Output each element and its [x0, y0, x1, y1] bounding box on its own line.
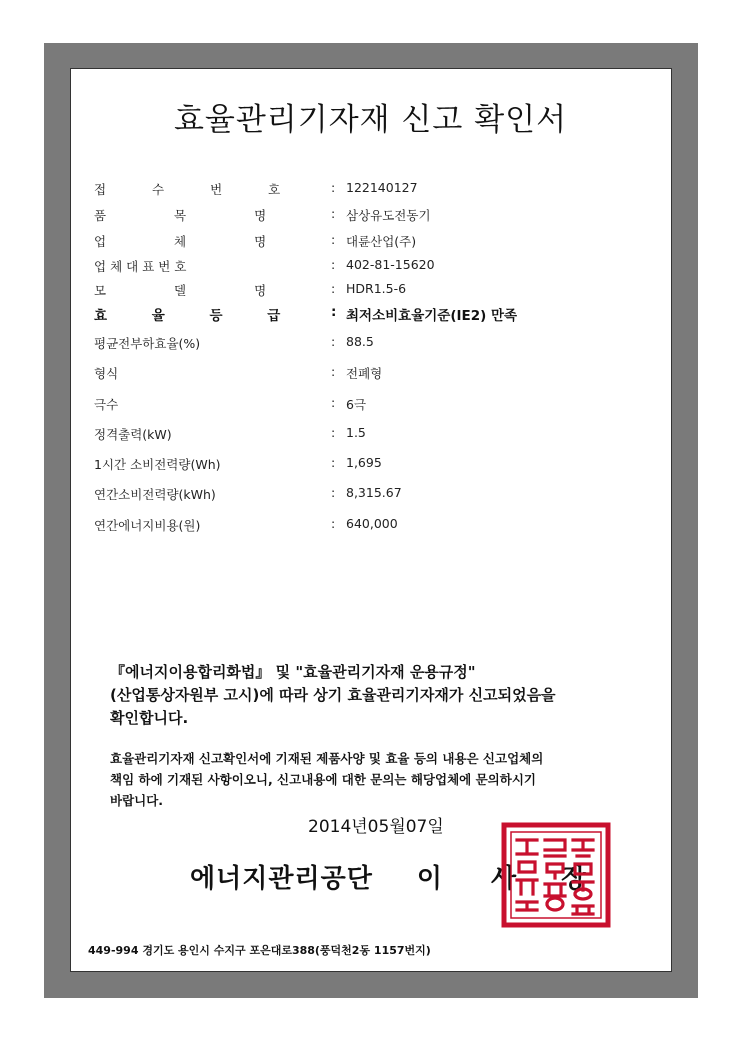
issuer-title-char: 사: [490, 864, 518, 894]
field-value-annual-consumption: 8,315.67: [346, 485, 402, 500]
field-label-product-name: 품 목 명: [94, 208, 299, 223]
note-line: 바랍니다.: [110, 793, 164, 808]
issuer-title-char: 장: [561, 864, 588, 894]
field-label-annual-energy-cost: 연간에너지비용(원): [94, 518, 201, 533]
colon: :: [331, 455, 336, 470]
field-label-poles: 극수: [94, 397, 119, 412]
field-label-rated-output: 정격출력(kW): [94, 427, 172, 442]
colon: :: [331, 304, 337, 320]
field-label-annual-consumption: 연간소비전력량(kWh): [94, 487, 216, 502]
issuer-org: 에너지관리공단: [190, 864, 373, 894]
field-value-hourly-consumption: 1,695: [346, 455, 382, 470]
field-label-avg-efficiency: 평균전부하효율(%): [94, 336, 201, 351]
field-value-avg-efficiency: 88.5: [346, 334, 374, 349]
confirmation-statement: [110, 661, 650, 730]
field-value-type: 전폐형: [346, 366, 383, 381]
colon: :: [331, 232, 336, 247]
colon: :: [331, 281, 336, 296]
field-value-receipt-number: 122140127: [346, 180, 418, 195]
field-label-type: 형식: [94, 366, 119, 381]
field-value-company-number: 402-81-15620: [346, 257, 435, 272]
note-line: 책임 하에 기재된 사항이오니, 신고내용에 대한 문의는 해당업체에 문의하시기: [110, 772, 536, 787]
colon: :: [331, 395, 336, 410]
statement-line: (산업통상자원부 고시)에 따라 상기 효율관리기자재가 신고되었음을: [110, 686, 556, 704]
colon: :: [331, 257, 336, 272]
field-label-company-number: 업체대표번호: [94, 259, 191, 274]
field-value-efficiency-grade: 최저소비효율기준(IE2) 만족: [346, 308, 518, 324]
field-label-hourly-consumption: 1시간 소비전력량(Wh): [94, 457, 221, 472]
colon: :: [331, 485, 336, 500]
colon: :: [331, 334, 336, 349]
field-value-rated-output: 1.5: [346, 425, 366, 440]
issuer-title-char: 이: [416, 864, 443, 894]
colon: :: [331, 425, 336, 440]
document-title: 효율관리기자재 신고 확인서: [173, 102, 568, 138]
issue-date: 2014년05월07일: [308, 817, 444, 837]
field-value-product-name: 삼상유도전동기: [346, 208, 431, 223]
field-label-receipt-number: 접 수 번 호: [94, 182, 302, 197]
statement-line: 『에너지이용합리화법』 및 "효율관리기자재 운용규정": [110, 663, 476, 681]
colon: :: [331, 516, 336, 531]
issuer-address: 449-994 경기도 용인시 수지구 포은대로388(풍덕천2동 1157번지): [88, 944, 431, 957]
field-label-company-name: 업 체 명: [94, 234, 299, 249]
field-value-model-name: HDR1.5-6: [346, 281, 407, 296]
colon: :: [331, 206, 336, 221]
field-value-company-name: 대륜산업(주): [346, 234, 417, 249]
field-value-poles: 6극: [346, 397, 367, 412]
official-seal-icon: [501, 822, 611, 928]
statement-line: 확인합니다.: [110, 709, 189, 727]
field-label-efficiency-grade: 효 율 등 급: [94, 308, 301, 324]
note-line: 효율관리기자재 신고확인서에 기재된 제품사양 및 효율 등의 내용은 신고업체의: [110, 751, 544, 766]
field-value-annual-energy-cost: 640,000: [346, 516, 398, 531]
colon: :: [331, 364, 336, 379]
colon: :: [331, 180, 336, 195]
responsibility-note: [110, 748, 650, 811]
field-label-model-name: 모 델 명: [94, 283, 299, 298]
